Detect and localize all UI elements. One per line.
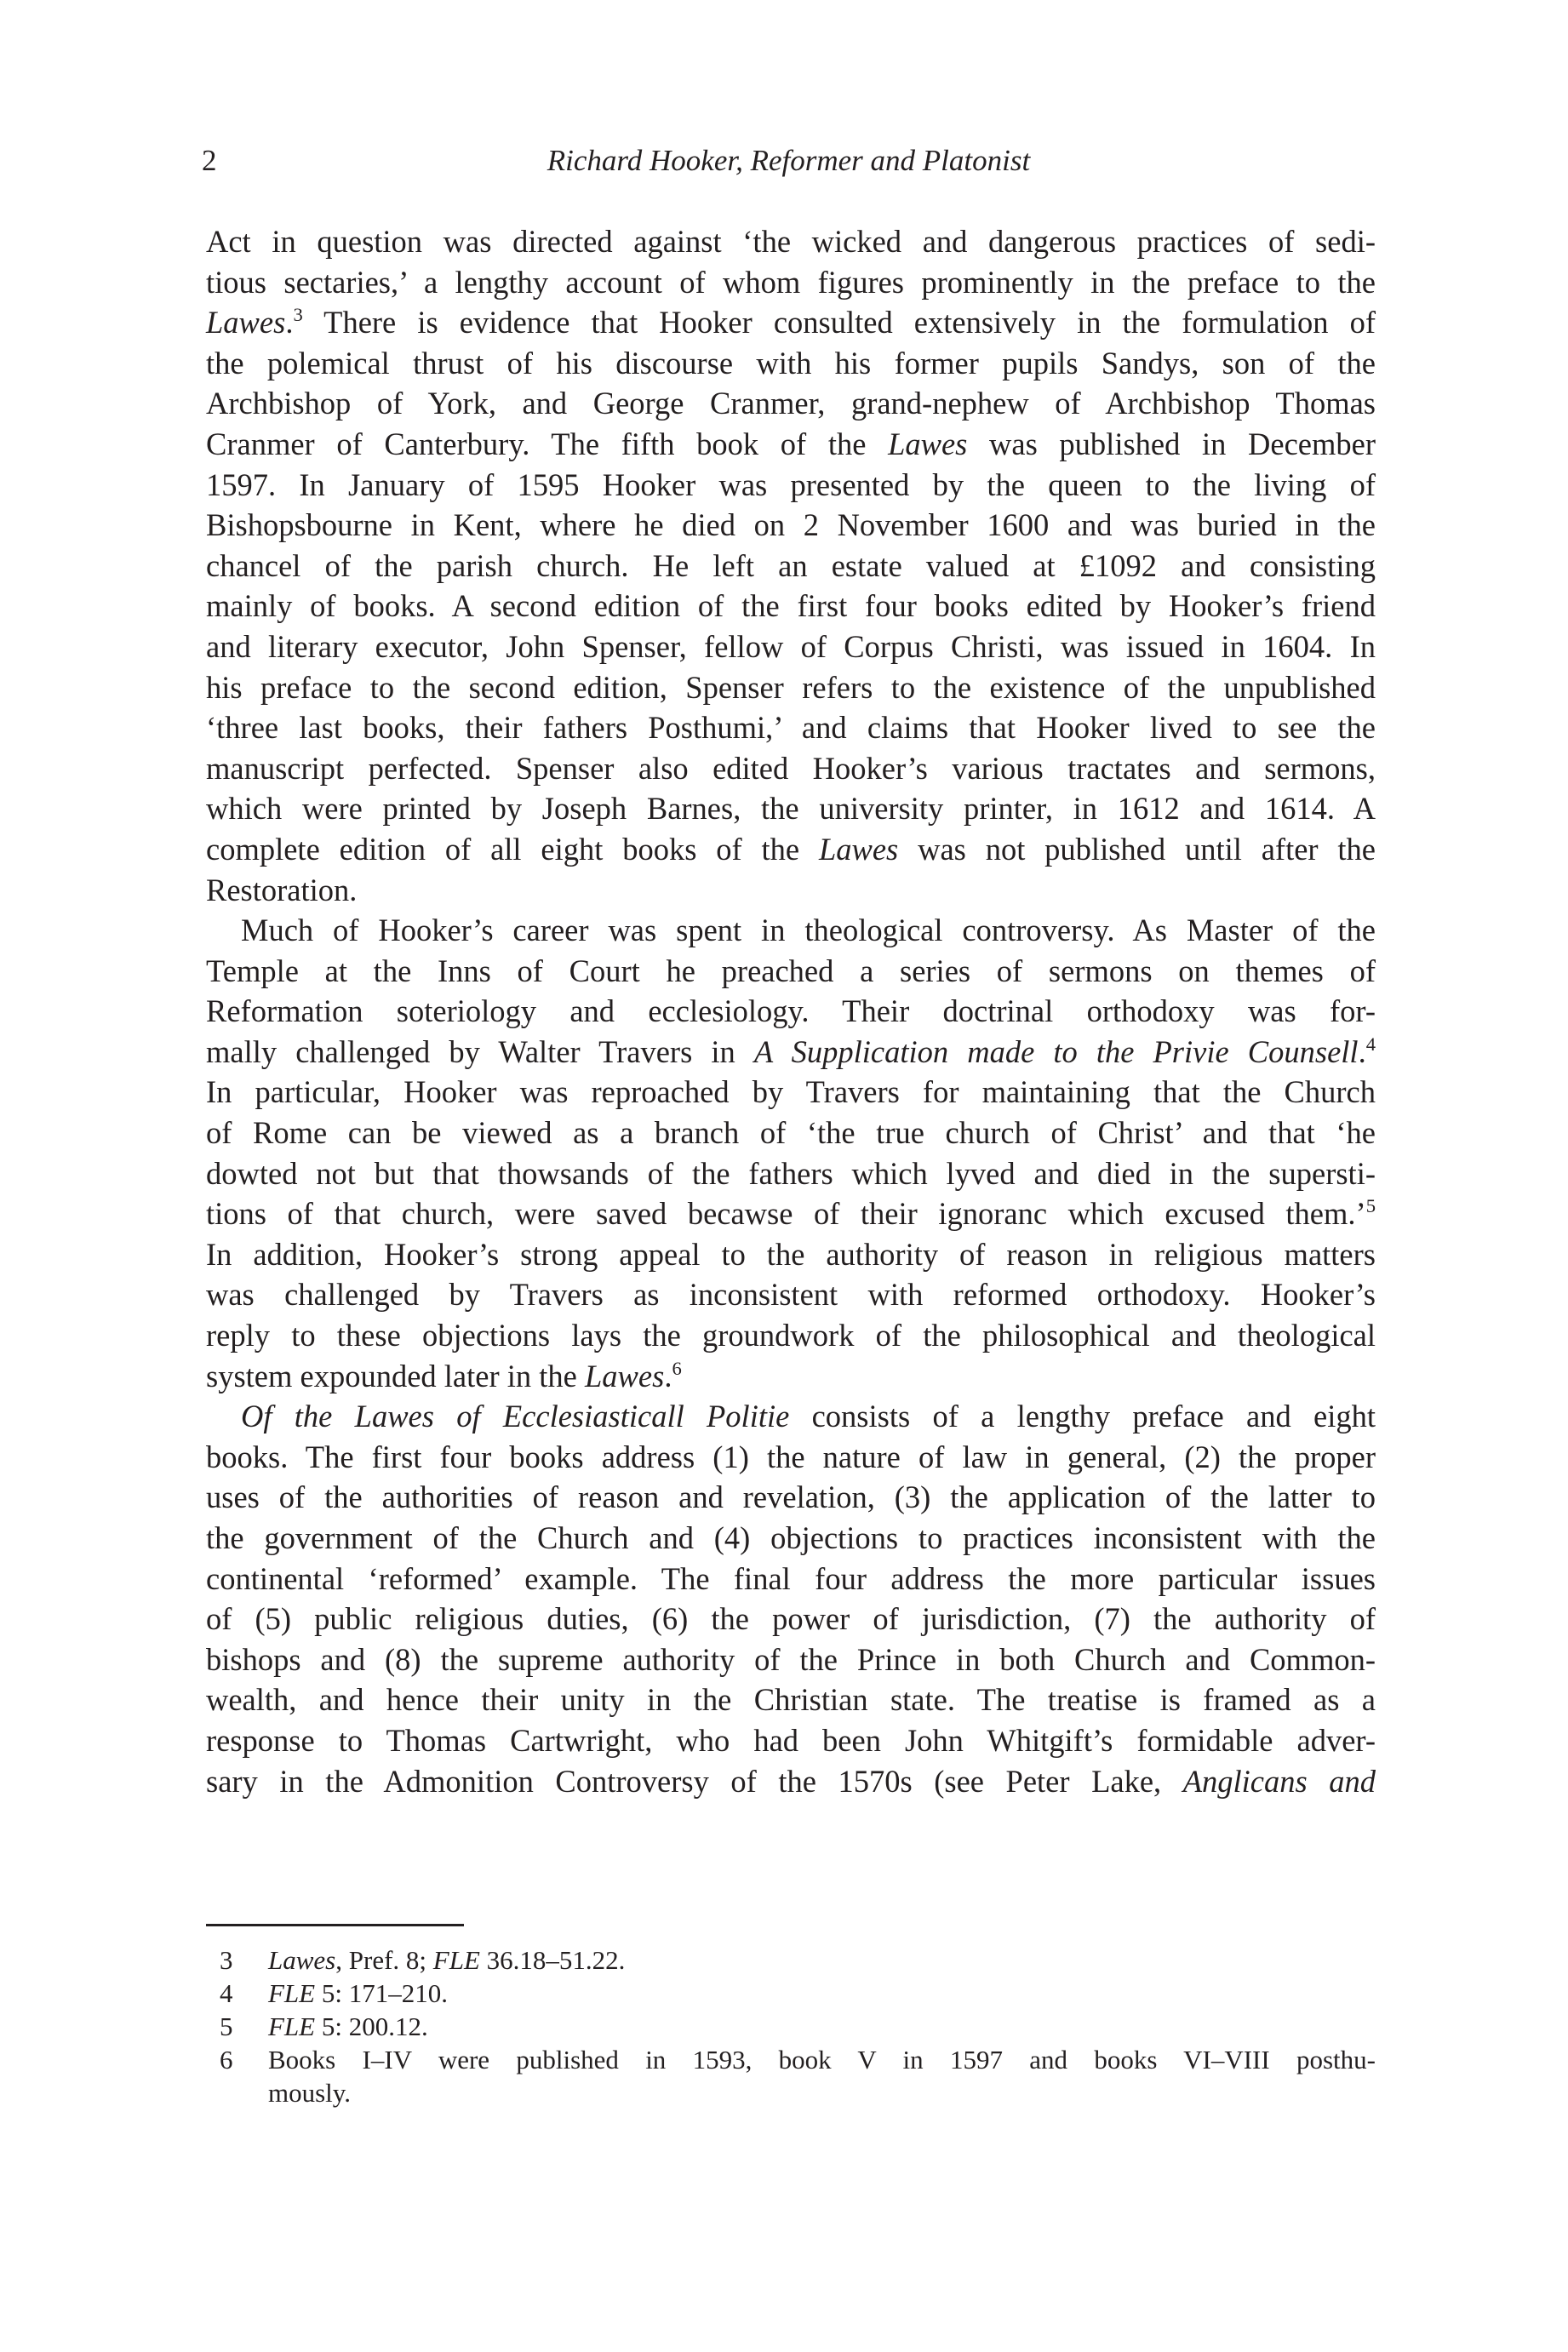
text-line: [206, 1234, 1376, 1275]
text-line: [206, 1072, 1376, 1113]
text-run: reply to these objections lays the groundwork of the philosophical and theological: [206, 1318, 1376, 1353]
text-line: [206, 627, 1376, 667]
text-line: [206, 910, 1376, 951]
text-run: sary in the Admonition Controversy of the 1570s (see Peter Lake,: [206, 1763, 1183, 1799]
text-run: tions of that church, were saved becawse of their ignoranc which excused them.’: [206, 1196, 1366, 1232]
italic-text: FLE: [268, 1978, 316, 2008]
text-line: [206, 343, 1376, 384]
italic-text: Lawes: [888, 426, 968, 461]
text-run: 5: 171–210.: [315, 1978, 448, 2008]
text-run: the government of the Church and (4) objections to practices inconsistent with the: [206, 1520, 1376, 1555]
text-run: ‘three last books, their fathers Posthumi,’ and claims that Hooker lived to see the: [206, 710, 1376, 746]
text-run: uses of the authorities of reason and revelation, (3) the application of the latter to: [206, 1479, 1376, 1515]
footnote-text: [268, 1977, 1376, 2010]
text-run: Reformation soteriology and ecclesiology. Their doctrinal orthodoxy was for-: [206, 993, 1376, 1029]
text-run: was not published until after the: [898, 831, 1376, 867]
text-line: [206, 465, 1376, 506]
italic-text: Lawes: [585, 1358, 665, 1393]
text-run: In particular, Hooker was reproached by Travers for maintaining that the Church: [206, 1074, 1376, 1110]
page-number: 2: [202, 144, 217, 177]
footnote-reference: 3: [293, 304, 303, 326]
footnote-line: [268, 2010, 1376, 2043]
text-line: [206, 1518, 1376, 1559]
text-run: Bishopsbourne in Kent, where he died on 2 November 1600 and was buried in the: [206, 507, 1376, 543]
text-run: wealth, and hence their unity in the Christian state. The treatise is framed as a: [206, 1682, 1376, 1718]
text-run: books. The first four books address (1) the nature of law in general, (2) the proper: [206, 1439, 1376, 1474]
text-run: Temple at the Inns of Court he preached a series of sermons on themes of: [206, 953, 1376, 988]
text-run: 5: 200.12.: [315, 2012, 428, 2041]
text-run: response to Thomas Cartwright, who had been John Whitgift’s formidable adver-: [206, 1722, 1376, 1758]
text-line: [206, 1599, 1376, 1640]
footnote-line: [268, 1977, 1376, 2010]
text-run: 36.18–51.22.: [479, 1945, 626, 1975]
text-run: Restoration.: [206, 872, 358, 907]
text-line: [206, 546, 1376, 587]
text-run: , Pref. 8;: [335, 1945, 433, 1975]
text-line: [206, 262, 1376, 303]
text-line: [206, 707, 1376, 748]
footnote-reference: 6: [672, 1357, 682, 1379]
footnote-5: [206, 2010, 1376, 2043]
italic-text: FLE: [432, 1945, 480, 1975]
text-line: [206, 1680, 1376, 1720]
text-line: [206, 221, 1376, 262]
footnote-number: 3: [220, 1945, 233, 1975]
footnote-separator-rule: [206, 1924, 464, 1926]
text-run: mously.: [268, 2078, 352, 2108]
text-line: [206, 1761, 1376, 1802]
text-line: [206, 1356, 1376, 1397]
text-line: [206, 1396, 1376, 1437]
italic-text: Anglicans and: [1182, 1763, 1376, 1799]
text-line: [206, 1274, 1376, 1315]
footnote-3: [206, 1943, 1376, 1977]
text-line: [206, 505, 1376, 546]
text-run: continental ‘reformed’ example. The final four address the more particular issues: [206, 1560, 1376, 1596]
text-run: Books I–IV were published in 1593, book V in 1597 and books VI–VIII posthu-: [268, 2045, 1376, 2074]
running-head: [202, 141, 1376, 180]
text-run: tious sectaries,’ a lengthy account of whom figures prominently in the preface to the: [206, 264, 1376, 300]
text-line: [206, 1640, 1376, 1680]
text-run: .: [285, 305, 294, 340]
italic-text: A Supplication made to the Privie Counsell: [753, 1033, 1359, 1069]
text-run: which were printed by Joseph Barnes, the university printer, in 1612 and 1614. A: [206, 791, 1376, 827]
text-run: There is evidence that Hooker consulted extensively in the formulation of: [302, 305, 1376, 340]
text-run: In addition, Hooker’s strong appeal to the authority of reason in religious matters: [206, 1236, 1376, 1272]
footnote-text: [268, 2010, 1376, 2043]
footnote-reference: 4: [1365, 1033, 1376, 1055]
footnote-number: 6: [220, 2045, 233, 2074]
text-line: [206, 1720, 1376, 1761]
text-run: and literary executor, John Spenser, fellow of Corpus Christi, was issued in 1604. In: [206, 628, 1376, 664]
text-run: 1597. In January of 1595 Hooker was presented by the queen to the living of: [206, 466, 1376, 502]
text-run: Cranmer of Canterbury. The fifth book of the: [206, 426, 889, 461]
italic-text: Lawes: [818, 831, 899, 867]
text-run: was published in December: [967, 426, 1376, 461]
text-run: Act in question was directed against ‘the wicked and dangerous practices of sedi-: [206, 224, 1376, 259]
text-run: bishops and (8) the supreme authority of the Prince in both Church and Common-: [206, 1641, 1376, 1677]
text-run: .: [664, 1358, 672, 1393]
footnote-line: [268, 1943, 1376, 1977]
text-line: [206, 991, 1376, 1032]
footnote-line: [268, 2043, 1376, 2076]
paragraph: [206, 221, 1376, 910]
footnote-reference: 5: [1365, 1195, 1376, 1217]
text-line: [206, 383, 1376, 424]
running-title: Richard Hooker, Reformer and Platonist: [547, 144, 1031, 177]
text-run: complete edition of all eight books of the: [206, 831, 819, 867]
text-line: [206, 829, 1376, 870]
text-line: [206, 1559, 1376, 1599]
text-line: [206, 951, 1376, 992]
text-line: [206, 667, 1376, 708]
text-line: [206, 748, 1376, 789]
text-line: [206, 586, 1376, 627]
text-line: [206, 302, 1376, 343]
text-line: [206, 1477, 1376, 1518]
text-run: was challenged by Travers as inconsistent with reformed orthodoxy. Hooker’s: [206, 1277, 1376, 1313]
text-run: .: [1358, 1033, 1366, 1069]
text-line: [206, 870, 1376, 911]
text-run: Archbishop of York, and George Cranmer, grand-nephew of Archbishop Thomas: [206, 386, 1376, 421]
main-text: [206, 221, 1376, 1801]
text-run: chancel of the parish church. He left an estate valued at £1092 and consisting: [206, 547, 1376, 583]
text-line: [206, 1113, 1376, 1153]
text-line: [206, 788, 1376, 829]
text-line: [206, 1437, 1376, 1478]
footnote-6: [206, 2043, 1376, 2109]
footnote-4: [206, 1977, 1376, 2010]
footnote-line: [268, 2076, 1376, 2109]
text-run: Much of Hooker’s career was spent in theological controversy. As Master of the: [241, 913, 1376, 948]
text-run: of Rome can be viewed as a branch of ‘the true church of Christ’ and that ‘he: [206, 1115, 1376, 1151]
text-run: mally challenged by Walter Travers in: [206, 1033, 754, 1069]
footnote-text: [268, 1943, 1376, 1977]
paragraph: [206, 910, 1376, 1396]
footnote-text: [268, 2043, 1376, 2109]
text-line: [206, 1032, 1376, 1073]
text-run: dowted not but that thowsands of the fathers which lyved and died in the supersti-: [206, 1155, 1376, 1191]
footnotes: [206, 1943, 1376, 2109]
text-run: consists of a lengthy preface and eight: [789, 1399, 1376, 1434]
text-line: [206, 424, 1376, 465]
text-run: his preface to the second edition, Spenser refers to the existence of the unpublished: [206, 669, 1376, 705]
text-line: [206, 1153, 1376, 1194]
text-line: [206, 1193, 1376, 1234]
italic-text: Lawes: [206, 305, 286, 340]
italic-text: FLE: [268, 2012, 316, 2041]
text-run: the polemical thrust of his discourse with his former pupils Sandys, son of the: [206, 345, 1376, 381]
text-line: [206, 1315, 1376, 1356]
footnote-number: 5: [220, 2012, 233, 2041]
text-run: mainly of books. A second edition of the first four books edited by Hooker’s friend: [206, 588, 1376, 624]
text-run: system expounded later in the: [206, 1358, 585, 1393]
footnote-number: 4: [220, 1978, 233, 2008]
italic-text: Of the Lawes of Ecclesiasticall Politie: [241, 1399, 790, 1434]
text-run: of (5) public religious duties, (6) the power of jurisdiction, (7) the authority of: [206, 1601, 1376, 1637]
italic-text: Lawes: [268, 1945, 336, 1975]
paragraph: [206, 1396, 1376, 1801]
text-run: manuscript perfected. Spenser also edited Hooker’s various tractates and sermons,: [206, 750, 1376, 786]
